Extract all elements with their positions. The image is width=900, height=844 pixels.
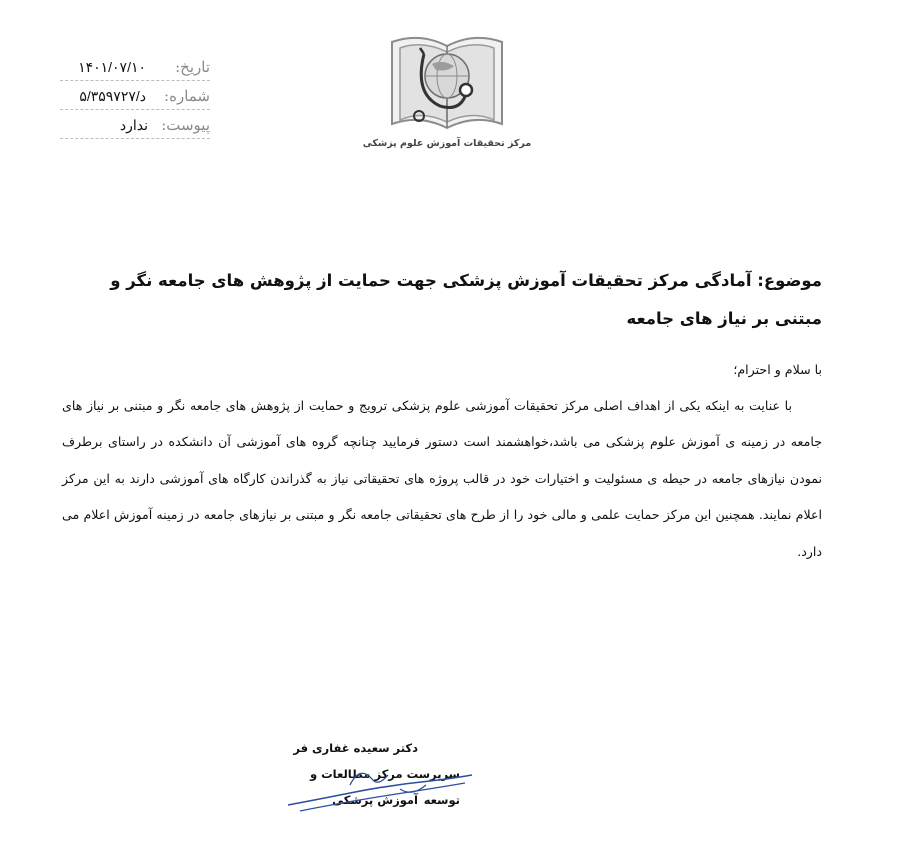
institution-logo — [362, 24, 532, 169]
letter-greeting: با سلام و احترام؛ — [733, 362, 822, 377]
number-row — [60, 85, 210, 110]
number-value: ۵/د/۳۵۹۷۲۷ — [79, 88, 146, 104]
attachment-value: ندارد — [119, 117, 148, 133]
letter-body — [62, 352, 822, 570]
number-label: شماره: — [164, 87, 210, 105]
date-label: تاریخ: — [175, 58, 210, 76]
signature-block — [290, 735, 460, 813]
attachment-label: پیوست: — [161, 116, 210, 134]
date-value: ۱۴۰۱/۰۷/۱۰ — [78, 59, 146, 75]
letter-meta — [60, 56, 210, 143]
signatory-name: دکتر سعیده غفاری فر — [293, 741, 418, 755]
logo-caption: مرکز تحقیقات آموزش علوم پزشکی — [362, 138, 532, 149]
date-row — [60, 56, 210, 81]
signatory-title-line1: سرپرست مرکز مطالعات و توسعه — [309, 767, 460, 807]
signatory-title-line2: آموزش پزشکی — [332, 793, 418, 807]
letter-subject: موضوع: آمادگی مرکز تحقیقات آموزش پزشکی جهت حمایت از پژوهش های جامعه نگر و مبتنی بر نیاز های جامعه — [110, 271, 822, 328]
logo-emblem-icon — [362, 24, 532, 136]
letter-paragraph: با عنایت به اینکه یکی از اهداف اصلی مرکز تحقیقات آموزشی علوم پزشکی ترویج و حمایت از پژوهش های جامعه نگر و مبتنی بر نیاز های جامعه در زمینه ی آموزش علوم پزشکی می باشد،خواهشمند است دستور فرمایید چنانچه گروه های آموزشی آن دانشکده در راستای برطرف نمودن نیازهای جامعه در حیطه ی مسئولیت و اختیارات خود در قالب پروژه های تحقیقاتی نیاز به گذراندن کارگاه های آموزشی دارند به این مرکز اعلام نمایند. همچنین این مرکز حمایت علمی و مالی خود را از طرح های تحقیقاتی جامعه نگر و مبتنی بر نیازهای جامعه در زمینه آموزش اعلام می دارد. — [62, 398, 822, 559]
attachment-row — [60, 114, 210, 139]
